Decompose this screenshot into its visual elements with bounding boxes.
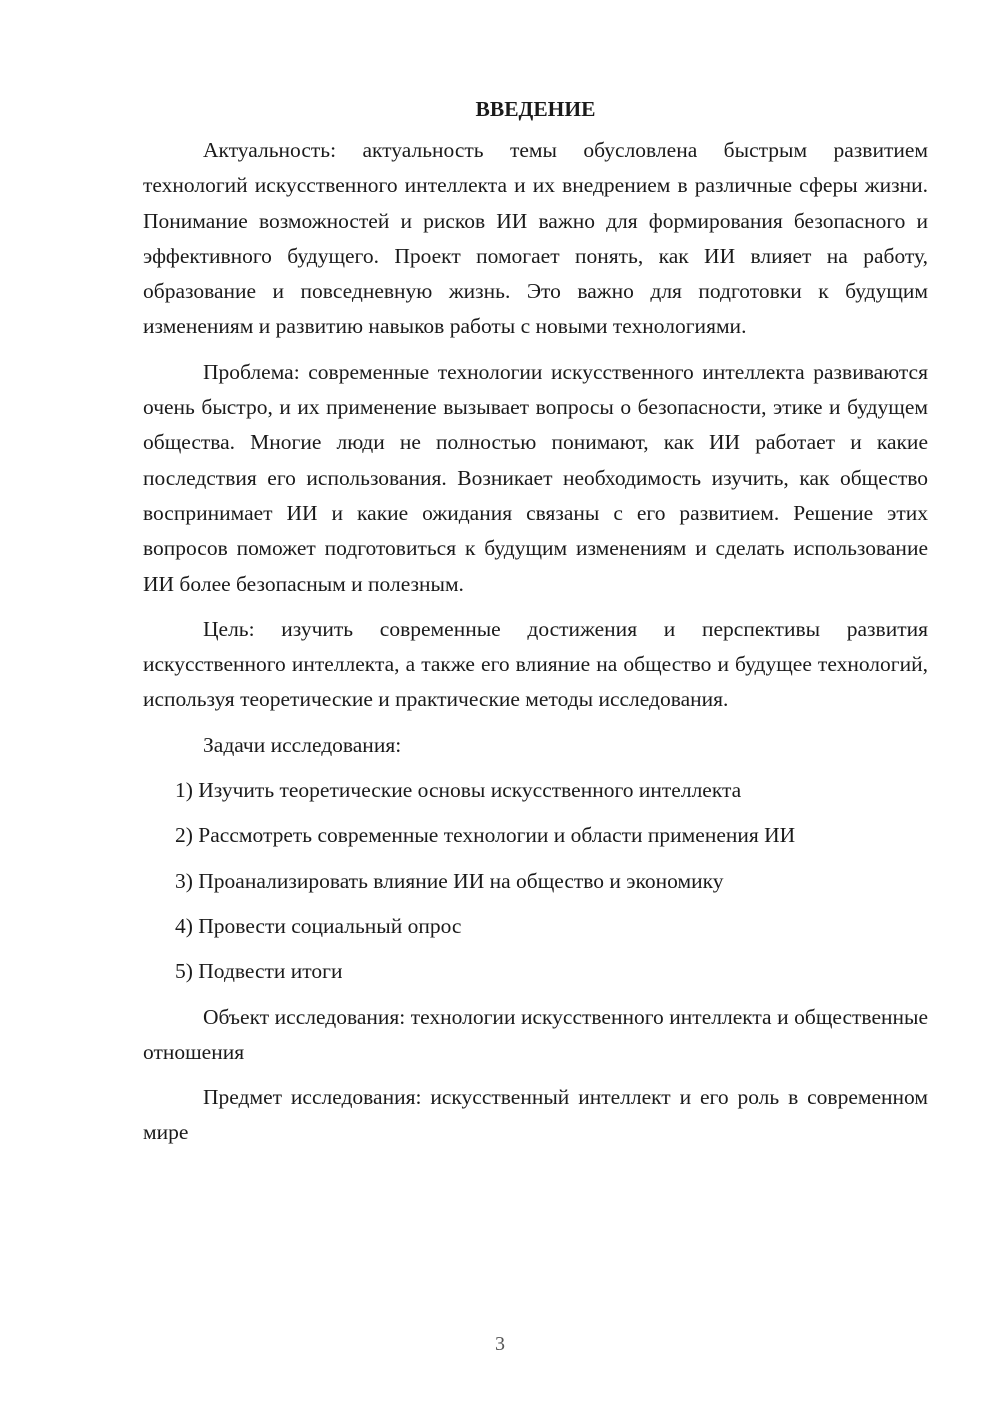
document-page xyxy=(143,92,928,1161)
task-item: 4) Провести социальный опрос xyxy=(175,913,462,938)
relevance-paragraph: Актуальность: актуальность темы обусловлена быстрым развитием технологий искусственного интеллекта и их внедрением в различные сферы жизни. Понимание возможностей и рисков ИИ важно для формирования безопасного и эффективного будущего. Проект помогает понять, как ИИ влияет на работу, образование и повседневную жизнь. Это важно для подготовки к будущим изменениям и развитию навыков работы с новыми технологиями. xyxy=(143,138,928,339)
task-item: 1) Изучить теоретические основы искусственного интеллекта xyxy=(175,778,742,803)
page-number: 3 xyxy=(495,1333,505,1355)
tasks-list xyxy=(143,773,928,989)
problem-paragraph: Проблема: современные технологии искусственного интеллекта развиваются очень быстро, и их применение вызывает вопросы о безопасности, этике и будущем общества. Многие люди не полностью понимают, как ИИ работает и какие последствия его использования. Возникает необходимость изучить, как общество воспринимает ИИ и какие ожидания связаны с его развитием. Решение этих вопросов поможет подготовиться к будущим изменениям и сделать использование ИИ более безопасным и полезным. xyxy=(143,359,928,596)
object-paragraph: Объект исследования: технологии искусственного интеллекта и общественные отношения xyxy=(143,1004,928,1064)
task-item: 2) Рассмотреть современные технологии и области применения ИИ xyxy=(175,823,796,848)
tasks-heading: Задачи исследования: xyxy=(203,732,402,757)
task-item: 3) Проанализировать влияние ИИ на общество и экономику xyxy=(175,868,724,893)
goal-paragraph: Цель: изучить современные достижения и перспективы развития искусственного интеллекта, а также его влияние на общество и будущее технологий, используя теоретические и практические методы исследования. xyxy=(143,616,928,712)
subject-paragraph: Предмет исследования: искусственный интеллект и его роль в современном мире xyxy=(143,1085,928,1145)
task-item: 5) Подвести итоги xyxy=(175,959,343,984)
page-title: ВВЕДЕНИЕ xyxy=(475,97,596,121)
